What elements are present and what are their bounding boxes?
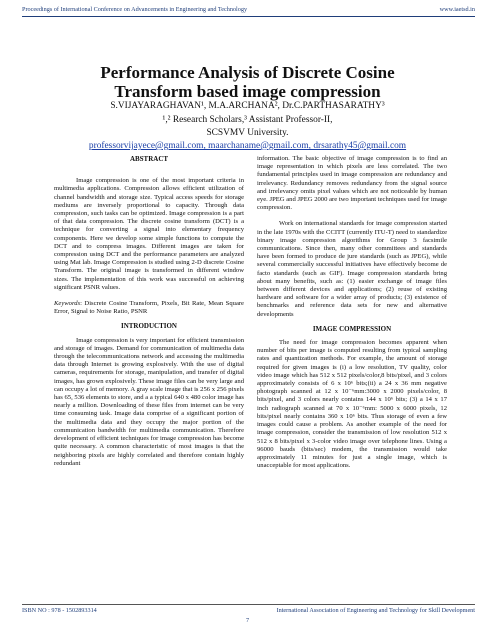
email-list [0, 140, 495, 152]
title-line-2: Transform based image compression [114, 82, 381, 101]
conference-name: Proceedings of International Conference on Advancements in Engineering and Technology [22, 6, 248, 13]
website-link[interactable]: www.iaetsd.in [439, 6, 475, 13]
university: SCSVMV University. [206, 128, 289, 138]
keywords-label: Keywords [54, 300, 81, 308]
paper-title [40, 63, 455, 101]
keywords [54, 300, 244, 316]
abstract-text: Image compression is one of the most important criteria in multimedia applications. Compression allows efficient utilization of channel bandwidth and storage size. Typical access speeds for storage mediums are inversely proportional to capacity. Through data compression, such tasks can be optimized. Image compression is a part of that data compression. The discrete cosine transform (DCT) is a technique for converting a signal into elementary frequency components. Here we develop some simple functions to compute the DCT and to compress images. Different images are taken for compression using DCT and the performance parameters are analyzed using Mat lab. Image Compression is studied using 2-D discrete Cosine Transform. The original image is transformed in different window sizes. The implementation of this work was successful on achieving significant PSNR values. [54, 177, 244, 291]
body-paragraph-3: The need for image compression becomes apparent when number of bits per image is computed resulting from typical sampling rates and quantization methods. For example, the amount of storage required for given images is (i) a low resolution, TV quality, color video image which has 512 x 512 pixels/color,8 bits/pixel, and 3 colors approximately consists of 6 x 10⁶ bits;(ii) a 24 x 36 mm negative photograph scanned at 12 x 10⁻⁶mm:3000 x 2000 pixels/color, 8 bits/pixel, and 3 colors nearly contains 144 x 10⁶ bits; (3) a 14 x 17 inch radiograph scanned at 70 x 10⁻⁶mm: 5000 x 6000 pixels, 12 bits/pixel nearly contains 360 x 10⁶ bits. Thus storage of even a few images could cause a problem. As another example of the need for image compression, consider the transmission of low resolution 512 x 512 x 8 bits/pixel x 3-color video image over telephone lines. Using a 96000 bauds (bits/sec) modem, the transmission would take approximately 11 minutes for just a single image, which is unacceptable for most applications. [257, 339, 447, 470]
isbn: ISBN NO : 978 - 1502893314 [22, 607, 97, 614]
title-line-1: Performance Analysis of Discrete Cosine [100, 63, 395, 82]
association-name: International Association of Engineering and Technology for Skill Development [276, 607, 475, 614]
body-paragraph-2: Work on international standards for image compression started in the late 1970s with the CCITT (currently ITU-T) need to standardize binary image compression algorithms for Group 3 facsimile communications. Since then, many other committees and standards have been formed to produce de jure standards (such as JPEG), while several commercially successful initiatives have effectively become de facto standards (such as GIF). Image compression standards bring about many benefits, such as: (1) easier exchange of image files between different devices and applications; (2) reuse of existing hardware and software for a wider array of products; (3) existence of benchmarks and reference data sets for new and alternative developments [257, 220, 447, 318]
left-column [54, 155, 244, 468]
footer-divider [22, 604, 475, 605]
page-number: 7 [245, 617, 250, 624]
right-column [257, 155, 447, 470]
affiliation: ¹,² Research Scholars,³ Assistant Professor-II, [162, 115, 333, 125]
keywords-text: : Discrete Cosine Transform, Pixels, Bit Rate, Mean Square Error, Signal to Noise Ratio, PSNR [54, 300, 244, 316]
author-list: S.VIJAYARAGHAVAN¹, M.A.ARCHANA², Dr.C.PARTHASARATHY³ [110, 101, 385, 111]
email-links[interactable]: professorvijayece@gmail.com, maarchaname@gmail.com, drsarathy45@gmail.com [88, 141, 407, 151]
introduction-text: Image compression is very important for efficient transmission and storage of images. Demand for communication of multimedia data through the telecommunications network and accessing the multimedia data through Internet is growing explosively. With the use of digital cameras, requirements for storage, manipulation, and transfer of digital images, has grown explosively. These image files can be very large and can occupy a lot of memory. A gray scale image that is 256 x 256 pixels has 65, 536 elements to store, and a a typical 640 x 480 color image has nearly a million. Downloading of these files from internet can be very time consuming task. Image data comprise of a significant portion of the multimedia data and they occupy the major portion of the communication bandwidth for multimedia communication. Therefore development of efficient techniques for image compression has become quite necessary. A common characteristic of most images is that the neighboring pixels are highly correlated and therefore contain highly redundant [54, 336, 244, 467]
header-divider [22, 16, 475, 17]
running-header [22, 6, 475, 13]
abstract-heading: ABSTRACT [129, 155, 169, 163]
running-footer [22, 607, 475, 614]
introduction-heading: INTRODUCTION [120, 322, 177, 331]
body-paragraph-1: information. The basic objective of image compression is to find an image representation in which pixels are less correlated. The two fundamental principles used in image compression are redundancy and irrelevancy. Redundancy removes redundancy from the signal source and irrelevancy omits pixel values which are not noticeable by human eye. JPEG and JPEG 2000 are two important techniques used for image compression. [257, 155, 447, 212]
image-compression-heading: IMAGE COMPRESSION [312, 324, 392, 333]
